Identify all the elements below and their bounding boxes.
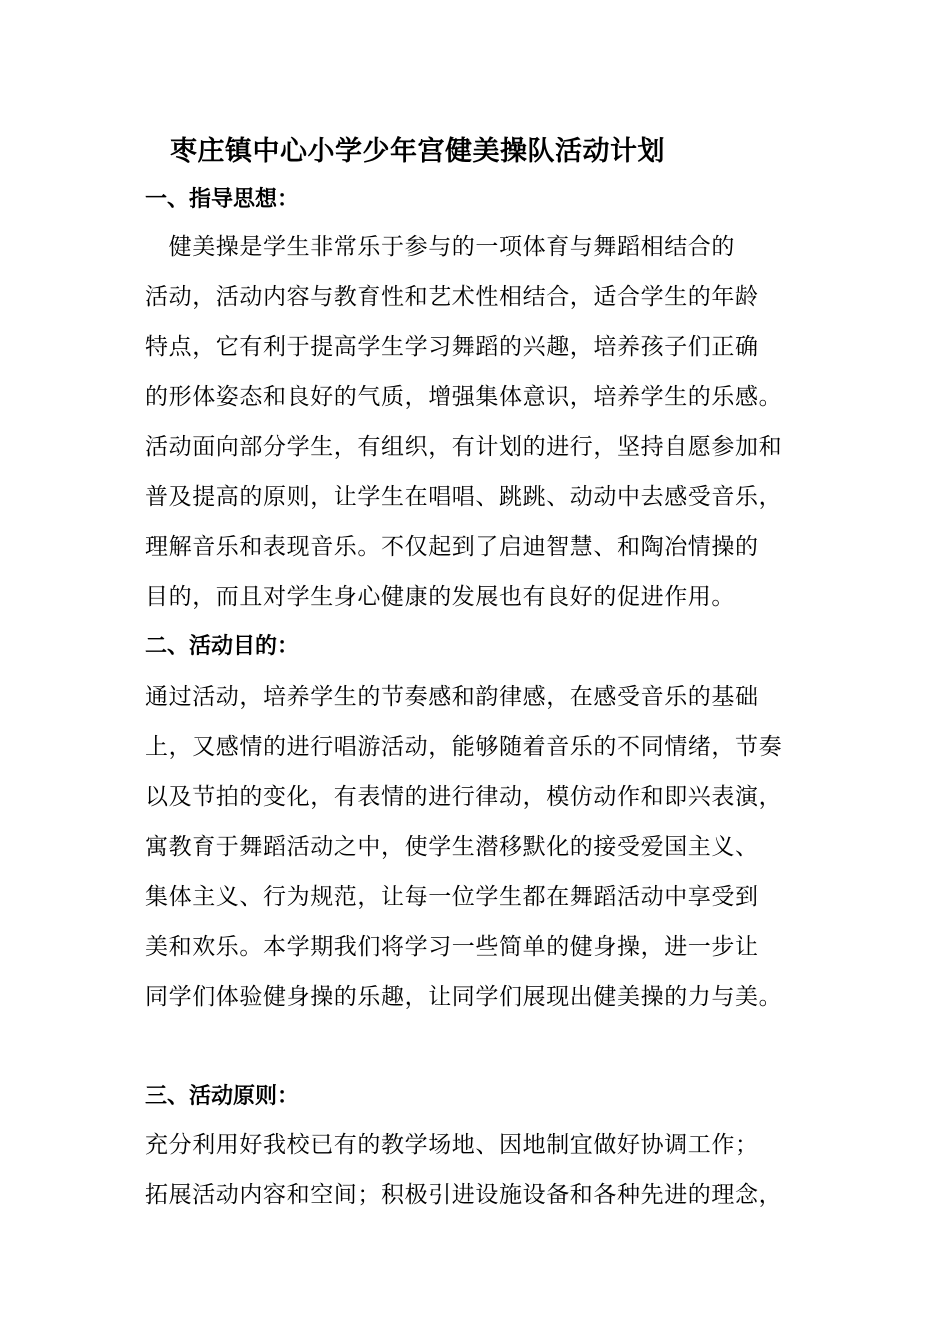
paragraph-line: 寓教育于舞蹈活动之中，使学生潜移默化的接受爱国主义、 <box>145 834 759 860</box>
paragraph-line: 目的，而且对学生身心健康的发展也有良好的促进作用。 <box>145 584 735 610</box>
paragraph-line: 美和欢乐。本学期我们将学习一些简单的健身操，进一步让 <box>145 934 759 960</box>
paragraph-line: 充分利用好我校已有的教学场地、因地制宜做好协调工作； <box>145 1132 759 1158</box>
document-title: 枣庄镇中心小学少年宫健美操队活动计划 <box>170 136 665 167</box>
paragraph-line: 集体主义、行为规范，让每一位学生都在舞蹈活动中享受到 <box>145 884 759 910</box>
paragraph-line: 活动，活动内容与教育性和艺术性相结合，适合学生的年龄 <box>145 284 759 310</box>
paragraph-line: 普及提高的原则，让学生在唱唱、跳跳、动动中去感受音乐， <box>145 484 783 510</box>
paragraph-line: 上，又感情的进行唱游活动，能够随着音乐的不同情绪，节奏 <box>145 734 783 760</box>
paragraph-line: 通过活动，培养学生的节奏感和韵律感，在感受音乐的基础 <box>145 684 759 710</box>
paragraph-line: 的形体姿态和良好的气质，增强集体意识，培养学生的乐感。 <box>145 384 783 410</box>
paragraph-line: 活动面向部分学生，有组织，有计划的进行，坚持自愿参加和 <box>145 434 783 460</box>
paragraph-line: 特点，它有利于提高学生学习舞蹈的兴趣，培养孩子们正确 <box>145 334 759 360</box>
paragraph-line: 同学们体验健身操的乐趣，让同学们展现出健美操的力与美。 <box>145 984 783 1010</box>
paragraph-line: 以及节拍的变化，有表情的进行律动，模仿动作和即兴表演， <box>145 784 783 810</box>
section-heading-guiding-ideology: 一、指导思想： <box>145 186 300 212</box>
paragraph-line: 理解音乐和表现音乐。不仅起到了启迪智慧、和陶冶情操的 <box>145 534 759 560</box>
section-heading-activity-principles: 三、活动原则： <box>145 1083 300 1109</box>
paragraph-line: 拓展活动内容和空间；积极引进设施设备和各种先进的理念， <box>145 1182 783 1208</box>
paragraph-line: 健美操是学生非常乐于参与的一项体育与舞蹈相结合的 <box>145 234 735 260</box>
section-heading-activity-purpose: 二、活动目的： <box>145 633 300 659</box>
